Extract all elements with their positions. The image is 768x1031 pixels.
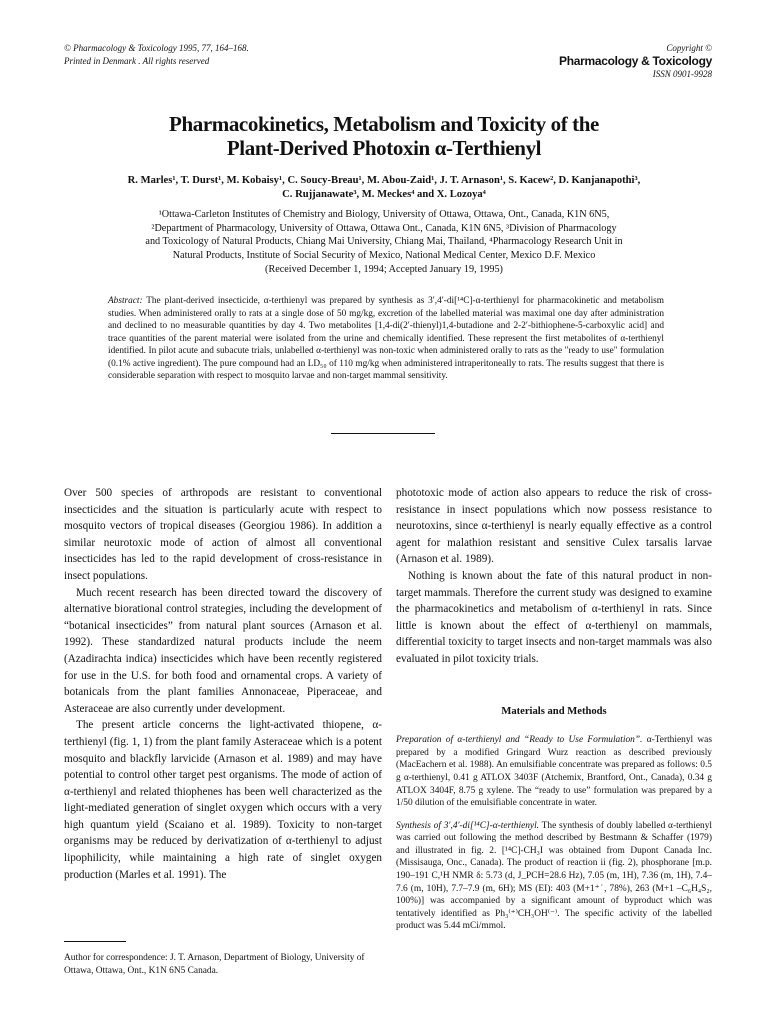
- abstract: [108, 295, 664, 383]
- affiliation-line: Natural Products, Institute of Social Security of Mexico, National Medical Center, Mexico D.F. Mexico: [172, 249, 596, 261]
- body-paragraph: phototoxic mode of action also appears to reduce the risk of cross-resistance in insect populations which now possess resistance to neurotoxins, since α-terthienyl is nearly equally effective as a control agent for malathion resistant and sensitive Culex tarsalis larvae (Arnason et al. 1989).: [396, 487, 712, 566]
- affiliation-line: ¹Ottawa-Carleton Institutes of Chemistry and Biology, University of Ottawa, Ottawa, Ont., Canada, K1N 6N5,: [158, 209, 610, 220]
- methods-subtitle: Preparation of α-terthienyl and “Ready to Use Formulation”.: [396, 735, 643, 746]
- title-line-2: Plant-Derived Photoxin α-Terthienyl: [226, 136, 542, 160]
- abstract-label: Abstract:: [108, 296, 143, 306]
- printed-line: Printed in Denmark . All rights reserved: [64, 56, 210, 66]
- citation-line: © Pharmacology & Toxicology 1995, 77, 164–168.: [64, 43, 249, 53]
- body-paragraph: Nothing is known about the fate of this natural product in non-target mammals. Therefore the current study was designed to examine the pharmacokinetics and metabolism of α-terthienyl in rats. Since little is known about the effect of α-terthienyl on mammals, differential toxicity to target insects and non-target mammals was also evaluated in pilot toxicity trials.: [396, 569, 712, 665]
- footnote-rule: [64, 941, 126, 942]
- correspondence-footnote: Author for correspondence: J. T. Arnason, Department of Biology, University of Ottawa, Ottawa, Ont., K1N 6N5 Canada.: [64, 953, 365, 976]
- received-dates: (Received December 1, 1994; Accepted January 19, 1995): [265, 264, 503, 275]
- author-list: [60, 174, 708, 202]
- copyright-line: Copyright ©: [666, 43, 712, 53]
- methods-subtitle: Synthesis of 3′,4′-di[¹⁴C]-α-terthienyl.: [396, 820, 540, 831]
- section-divider: [331, 433, 435, 434]
- methods-text: The synthesis of doubly labelled α-terthienyl was carried out following the method described by Bestmann & Schaffer (1979) and illustrated in fig. 2. [¹⁴C]-CH₃I was obtained from Dupont Canada Inc. (Missisauga, Onc., Canada). The product of reaction ii (fig. 2), phosphorane [m.p. 190–191 C,¹H NMR δ: 5.73 (d, J_PCH=28.6 Hz), 7.05 (m, 1H), 7.36 (m, 1H), 7.4–7.6 (m, 10H), 7.7–7.9 (m, 6H); MS (EI): 403 (M+1⁺˙, 78%), 263 (M+1 –C₆H₄S₂, 100%)] was accompanied by a significant amount of byproduct which was tentatively identified as Ph₃⁽⁺⁾CH₃OH⁽⁻⁾. The specific activity of the labelled product was 5.44 mCi/mmol.: [396, 820, 712, 932]
- title-line-1: Pharmacokinetics, Metabolism and Toxicity of the: [169, 112, 599, 136]
- running-header-left: [64, 42, 249, 68]
- journal-logo: Pharmacology & Toxicology: [559, 54, 712, 68]
- authors-line-1: R. Marles¹, T. Durst¹, M. Kobaisy¹, C. Soucy-Breau¹, M. Abou-Zaid¹, J. T. Arnason¹, S. Kacew², D. Kanjanapothi³,: [127, 175, 641, 186]
- affiliation-line: ²Department of Pharmacology, University of Ottawa, Ottawa Ont., Canada, K1N 6N5, ³Division of Pharmacology: [151, 222, 617, 234]
- methods-paragraph: [396, 734, 712, 810]
- body-paragraph: Over 500 species of arthropods are resistant to conventional insecticides and the situation is particularly acute with respect to mosquito vectors of tropical diseases (Georgiou 1986). In addition a similar neurotoxic mode of action of almost all conventional insecticides has led to the rapid development of cross-resistance in insect populations.: [64, 487, 382, 582]
- section-heading: Materials and Methods: [501, 705, 607, 717]
- issn-line: ISSN 0901-9928: [652, 69, 712, 79]
- left-column: [64, 485, 382, 883]
- affiliations: [100, 208, 668, 262]
- affiliation-line: and Toxicology of Natural Products, Chiang Mai University, Chiang Mai, Thailand, ⁴Pharmacology Research Unit in: [145, 236, 623, 247]
- right-column: [396, 485, 712, 933]
- article-title: [60, 112, 708, 160]
- methods-paragraph: [396, 820, 712, 933]
- running-header-right: [559, 42, 712, 81]
- body-paragraph: Much recent research has been directed toward the discovery of alternative biorational control strategies, including the development of “botanical insecticides” from natural plant sources (Arnason et al. 1992). These standardized natural products include the neem (Azadirachta indica) insecticides which have been recently registered for use in the U.S. for both food and ornamental crops. A variety of botanicals from the plant families Annonaceae, Piperaceae, and Asteraceae are also currently under development.: [64, 586, 382, 715]
- abstract-text: The plant-derived insecticide, α-terthienyl was prepared by synthesis as 3′,4′-di[¹⁴C]-α-terthienyl for pharmacokinetic and metabolism studies. When administered orally to rats at a single dose of 50 mg/kg, excretion of the labelled material was maximal one day after administration and declined to no measurable quantities by day 4. Two metabolites [1,4-di(2′-thienyl)1,4-butadione and 2-2′-bithiophene-5-carboxylic acid] and trace quantities of the parent material were isolated from the urine and chemically identified. These represent the first metabolites of α-terthienyl identified. In pilot acute and subacute trials, unlabelled α-terthienyl was non-toxic when administered orally to rats as the "ready to use" formulation (0.1% active ingredient). The pure compound had an LD₅₀ of 110 mg/kg when administered intraperitoneally to rats. The results suggest that there is considerable separation with respect to mosquito larvae and non-target mammal sensitivity.: [108, 296, 664, 381]
- body-paragraph: The present article concerns the light-activated thiopene, α-terthienyl (fig. 1, 1) from the plant family Asteraceae which is a potent mosquito and blackfly larvicide (Arnason et al. 1989) and may have potential to control other target pest organisms. The mode of action of α-terthienyl and related thiophenes has been well characterized as the light-mediated generation of singlet oxygen which occurs with a very high quantum yield (Scaiano et al. 1989). Toxicity to non-target organisms may be reduced by derivatization of α-terthienyl to adjust lipophilicity, while maintaining a high rate of singlet oxygen production (Marles et al. 1991). The: [64, 719, 382, 881]
- methods-text: α-Terthienyl was prepared by a modified Gringard Wurz reaction as described previously (MacEachern et al. 1988). An emulsifiable concentrate was prepared as follows: 0.5 g α-terthienyl, 0.41 g ATLOX 3403F (Atchemix, Brantford, Ont., Canada), 0.34 g ATLOX 3404F, 8.75 g xylene. The “ready to use” formulation was prepared by a 1/50 dilution of the emulsifiable concentrate in water.: [396, 735, 712, 809]
- authors-line-2: C. Rujjanawate³, M. Meckes⁴ and X. Lozoya⁴: [282, 189, 486, 200]
